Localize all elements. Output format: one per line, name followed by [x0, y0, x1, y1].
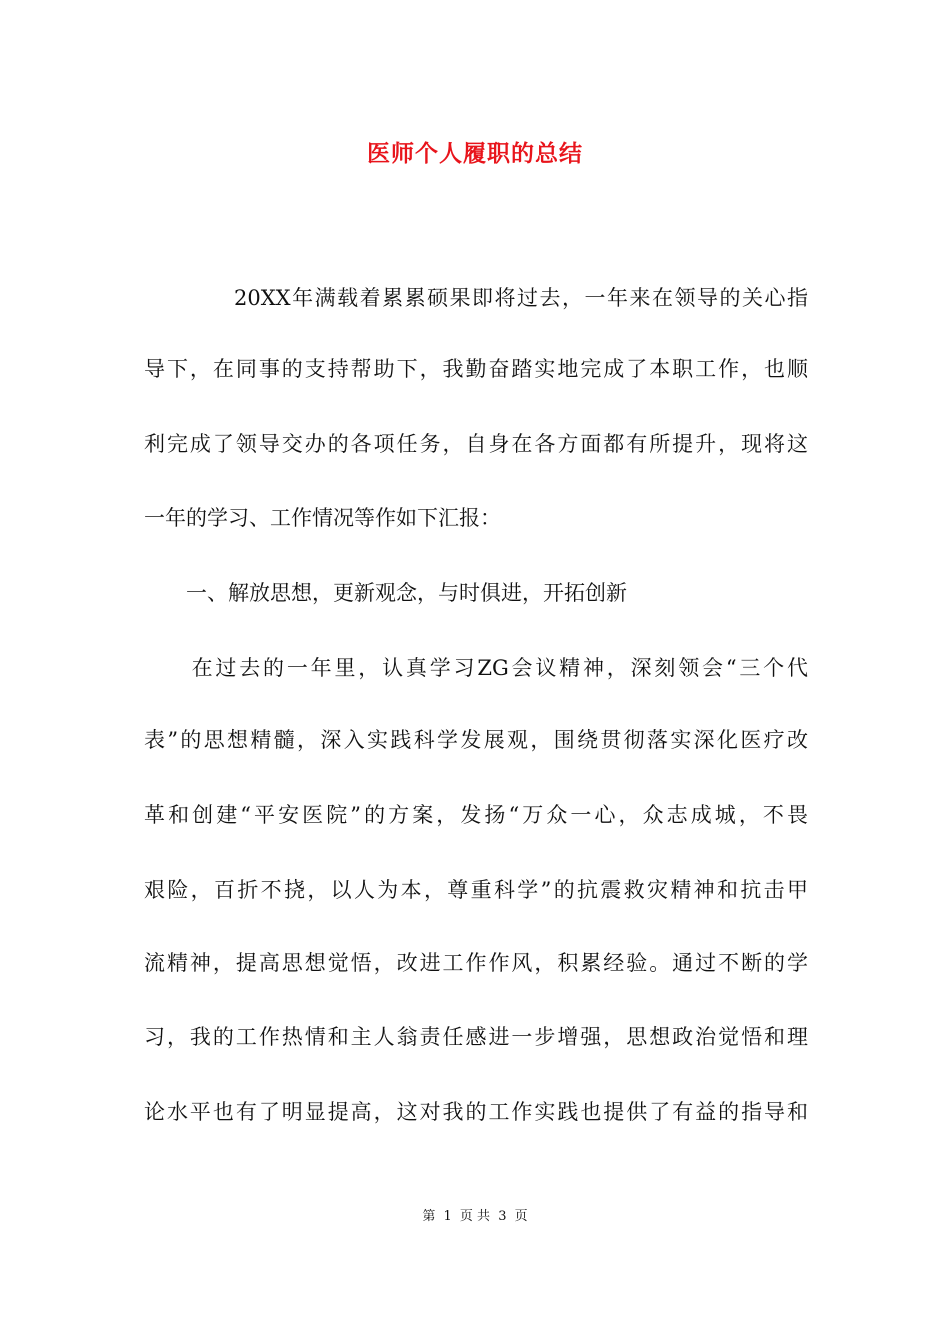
- body-line: 20XX年满载着累累硕果即将过去，一年来在领导的关心指: [144, 286, 808, 310]
- section-heading: 一、解放思想，更新观念，与时俱进，开拓创新: [144, 581, 627, 605]
- body-line: 论水平也有了明显提高，这对我的工作实践也提供了有益的指导和: [144, 1100, 808, 1124]
- body-line: 流精神，提高思想觉悟，改进工作作风，积累经验。通过不断的学: [144, 951, 808, 975]
- footer-middle: 页 共: [459, 1209, 491, 1224]
- body-line: 利完成了领导交办的各项任务，自身在各方面都有所提升，现将这: [144, 432, 808, 456]
- body-line: 艰险，百折不挠，以人为本，尊重科学”的抗震救灾精神和抗击甲: [144, 878, 808, 902]
- footer-suffix: 页: [514, 1209, 528, 1224]
- footer-page-number: 1: [443, 1209, 452, 1224]
- body-line: 在过去的一年里，认真学习ZG会议精神，深刻领会“三个代: [144, 656, 808, 680]
- body-line: 一年的学习、工作情况等作如下汇报：: [144, 506, 501, 530]
- footer-prefix: 第: [422, 1209, 436, 1224]
- body-line: 革和创建“平安医院”的方案，发扬“万众一心，众志成城，不畏: [144, 803, 808, 827]
- document-title: 医师个人履职的总结: [367, 140, 583, 167]
- footer-total-pages: 3: [498, 1209, 507, 1224]
- body-line: 表”的思想精髓，深入实践科学发展观，围绕贯彻落实深化医疗改: [144, 728, 808, 752]
- page-footer: [0, 1206, 950, 1228]
- body-line: 导下，在同事的支持帮助下，我勤奋踏实地完成了本职工作，也顺: [144, 357, 808, 381]
- body-line: 习，我的工作热情和主人翁责任感进一步增强，思想政治觉悟和理: [144, 1025, 808, 1049]
